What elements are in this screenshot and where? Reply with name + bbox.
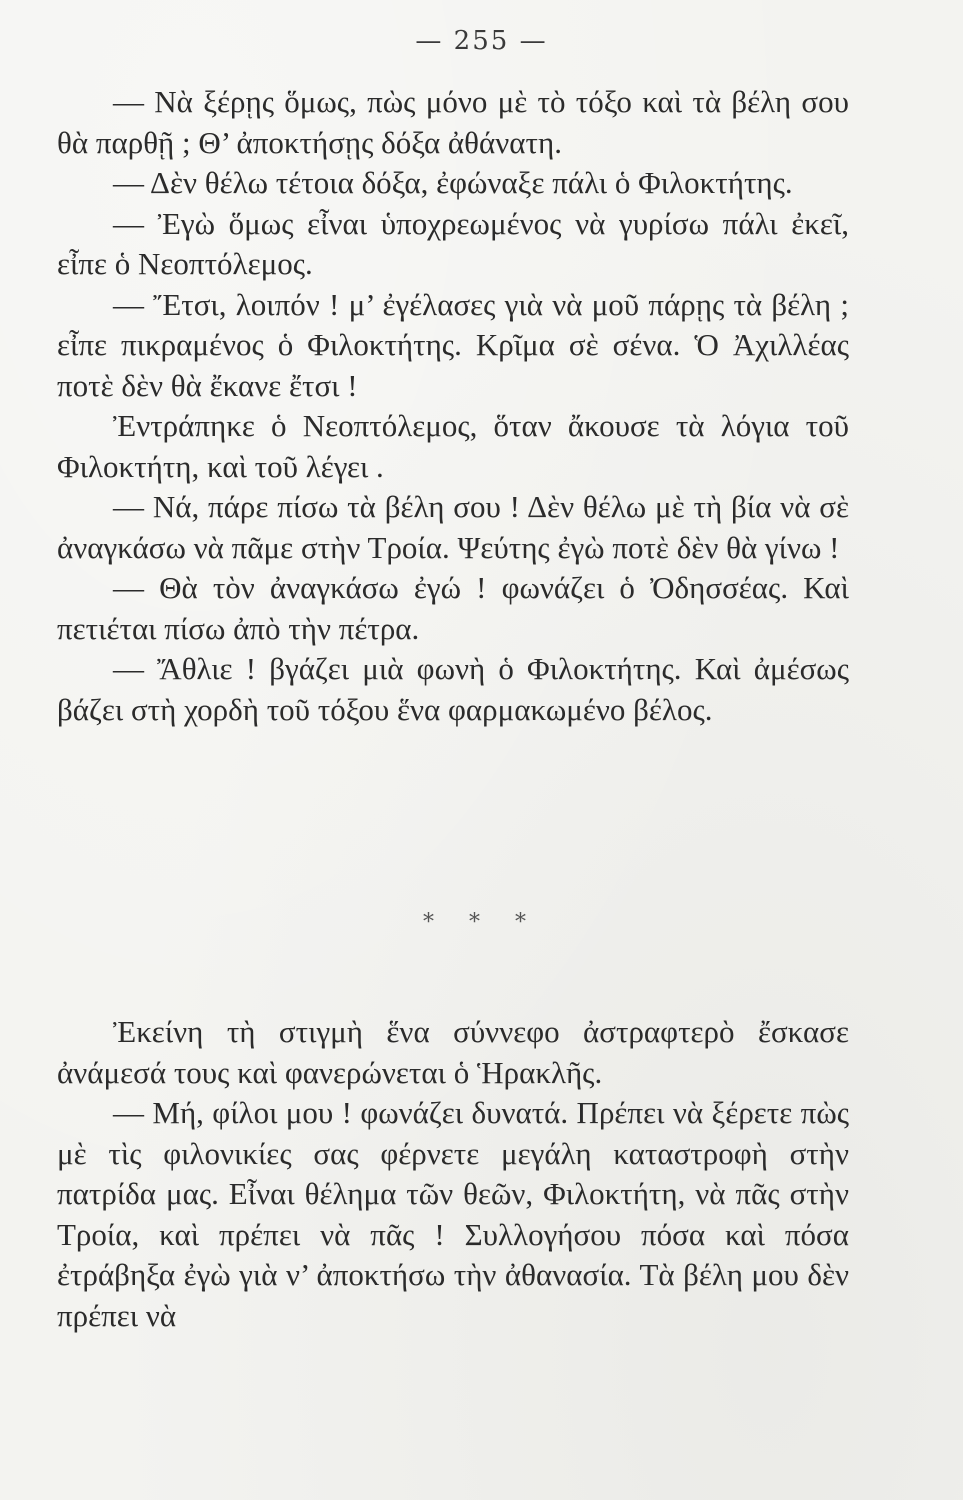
paragraph: — Ἄθλιε ! βγάζει μιὰ φωνὴ ὁ Φιλοκτήτης. Καὶ ἀμέσως βάζει στὴ χορδὴ τοῦ τόξου ἕνα φαρμακωμένο βέλος. (57, 651, 849, 727)
page-number: — 255 — (415, 26, 548, 56)
paragraph: Ἐκείνη τὴ στιγμὴ ἕνα σύννεφο ἀστραφτερὸ ἔσκασε ἀνάμεσά τους καὶ φανερώνεται ὁ Ἡρακλῆς. (57, 1014, 849, 1090)
paragraph: Ἐντράπηκε ὁ Νεοπτόλεμος, ὅταν ἄκουσε τὰ λόγια τοῦ Φιλοκτήτη, καὶ τοῦ λέγει . (57, 408, 849, 484)
paragraph: — Νά, πάρε πίσω τὰ βέλη σου ! Δὲν θέλω μὲ τὴ βία νὰ σὲ ἀναγκάσω νὰ πᾶμε στὴν Τροία. Ψεύτης ἐγὼ ποτὲ δὲν θὰ γίνω ! (57, 489, 849, 565)
section-divider: * * * (423, 910, 540, 935)
paragraph: — Ἐγὼ ὅμως εἶναι ὑποχρεωμένος νὰ γυρίσω πάλι ἐκεῖ, εἶπε ὁ Νεοπτόλεμος. (57, 205, 849, 281)
paragraph: — Νὰ ξέρῃς ὅμως, πὼς μόνο μὲ τὸ τόξο καὶ τὰ βέλη σου θὰ παρθῇ ; Θ’ ἀποκτήσῃς δόξα ἀθάνατη. (57, 84, 849, 160)
text-section-2 (57, 1012, 849, 1336)
paragraph: — Μή, φίλοι μου ! φωνάζει δυνατά. Πρέπει νὰ ξέρετε πὼς μὲ τὶς φιλονικίες σας φέρνετε μεγάλη καταστροφὴ στὴν πατρίδα μας. Εἶναι θέλημα τῶν θεῶν, Φιλοκτήτη, νὰ πᾶς στὴν Τροία, καὶ πρέπει νὰ πᾶς ! Συλλογήσου πόσα καὶ πόσα ἐτράβηξα ἐγὼ γιὰ ν’ ἀποκτήσω τὴν ἀθανασία. Τὰ βέλη μου δὲν πρέπει νὰ (57, 1095, 849, 1333)
paragraph: — Θὰ τὸν ἀναγκάσω ἐγώ ! φωνάζει ὁ Ὀδησσέας. Καὶ πετιέται πίσω ἀπὸ τὴν πέτρα. (57, 570, 849, 646)
text-section-1 (57, 82, 849, 730)
paragraph: — Δὲν θέλω τέτοια δόξα, ἐφώναξε πάλι ὁ Φιλοκτήτης. (113, 165, 793, 200)
paragraph: — Ἔτσι, λοιπόν ! μ’ ἐγέλασες γιὰ νὰ μοῦ πάρῃς τὰ βέλη ; εἶπε πικραμένος ὁ Φιλοκτήτης. Κρῖμα σὲ σένα. Ὁ Ἀχιλλέας ποτὲ δὲν θὰ ἔκανε ἔτσι ! (57, 286, 849, 403)
